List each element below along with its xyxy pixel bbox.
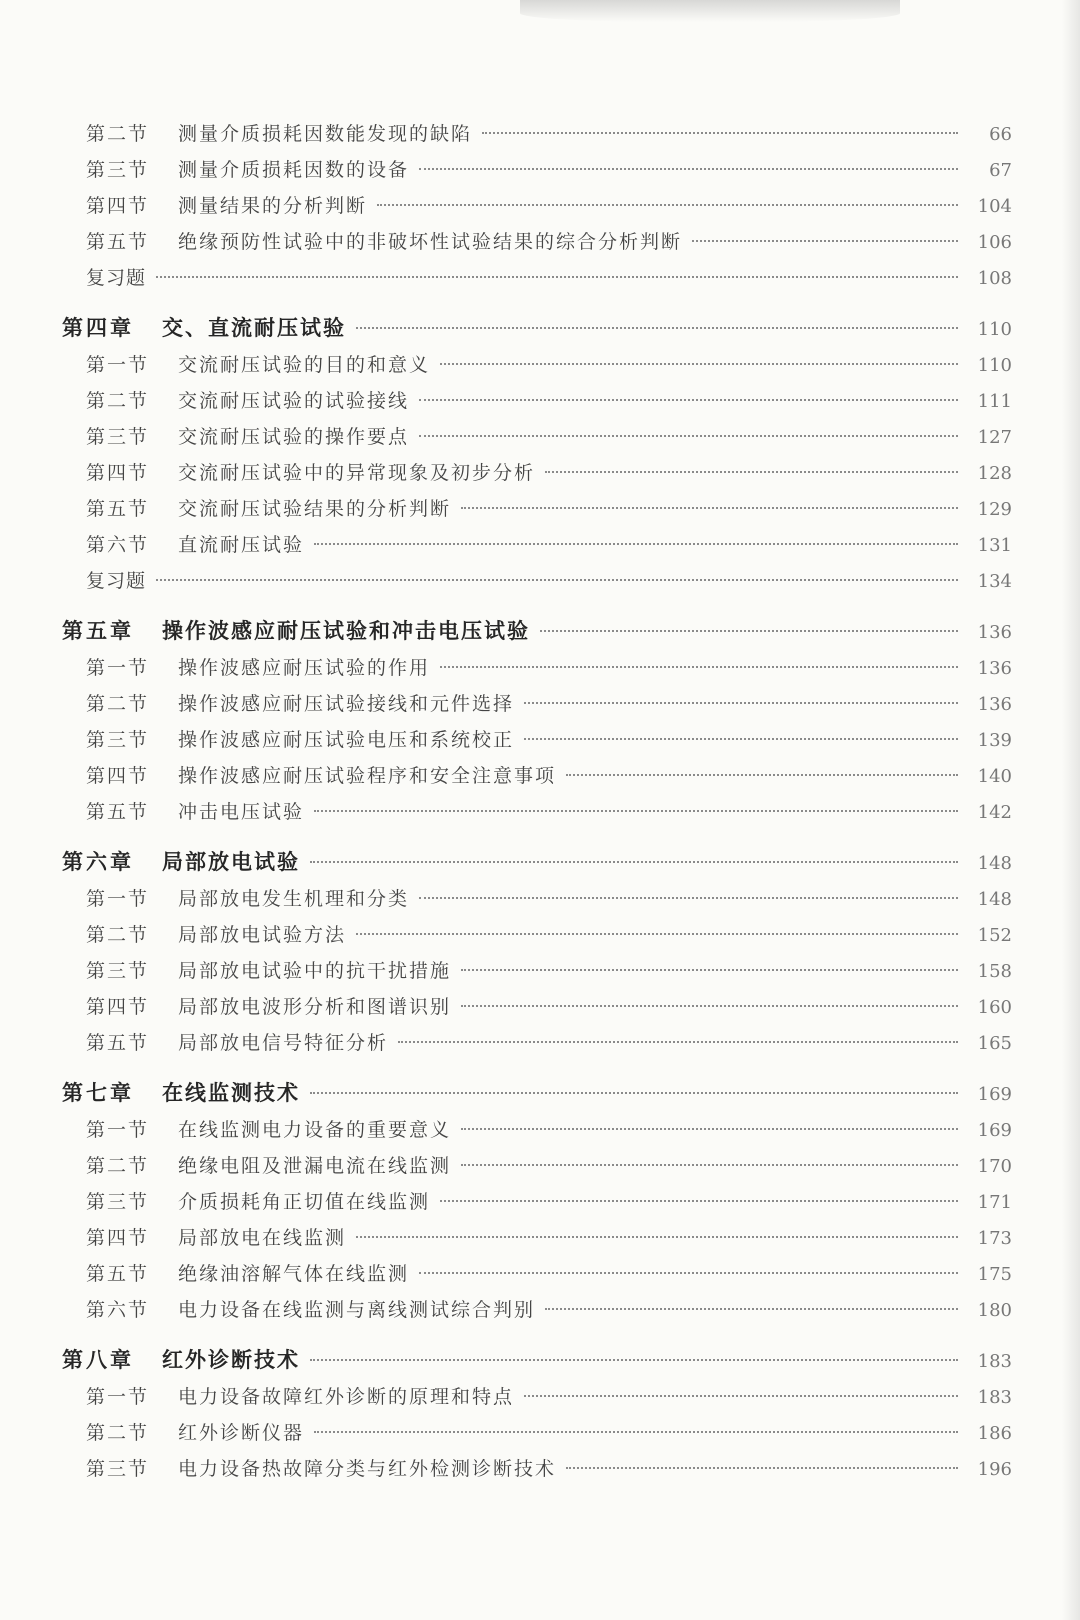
section-title: 测量结果的分析判断 [178, 195, 368, 217]
table-of-contents [62, 116, 1012, 1487]
section-number: 第五节 [86, 231, 150, 253]
page-edge-shadow [1062, 0, 1080, 1620]
dot-leader [314, 810, 958, 812]
page-number: 110 [977, 355, 1012, 376]
section-title: 电力设备故障红外诊断的原理和特点 [178, 1386, 515, 1408]
dot-leader [419, 435, 958, 437]
toc-section-entry[interactable] [62, 224, 1012, 260]
dot-leader [156, 276, 958, 278]
dot-leader [314, 1431, 958, 1433]
dot-leader [419, 1272, 958, 1274]
section-title: 局部放电在线监测 [178, 1227, 347, 1249]
toc-chapter-entry[interactable] [62, 1074, 1012, 1112]
chapter-title: 局部放电试验 [162, 850, 300, 874]
section-number: 第六节 [86, 534, 150, 556]
section-title: 操作波感应耐压试验电压和系统校正 [178, 729, 515, 751]
dot-leader [356, 933, 958, 935]
section-number: 第一节 [86, 1119, 150, 1141]
toc-section-entry[interactable] [62, 455, 1012, 491]
page-number: 180 [977, 1300, 1012, 1321]
section-number: 第三节 [86, 1458, 150, 1480]
toc-section-entry[interactable] [62, 188, 1012, 224]
section-number: 第一节 [86, 354, 150, 376]
page-number: 129 [977, 499, 1012, 520]
page-number: 67 [989, 160, 1012, 181]
toc-chapter-entry[interactable] [62, 309, 1012, 347]
page-number: 152 [977, 925, 1012, 946]
section-title: 局部放电波形分析和图谱识别 [178, 996, 452, 1018]
page-number: 171 [977, 1192, 1012, 1213]
page-number: 111 [977, 391, 1012, 412]
dot-leader [692, 240, 958, 242]
dot-leader [566, 1467, 958, 1469]
section-title: 绝缘预防性试验中的非破坏性试验结果的综合分析判断 [178, 231, 683, 253]
toc-section-entry[interactable] [62, 686, 1012, 722]
section-title: 交流耐压试验的目的和意义 [178, 354, 431, 376]
toc-section-entry[interactable] [62, 917, 1012, 953]
page-number: 136 [977, 694, 1012, 715]
section-number: 第六节 [86, 1299, 150, 1321]
toc-section-entry[interactable] [62, 419, 1012, 455]
section-title: 介质损耗角正切值在线监测 [178, 1191, 431, 1213]
dot-leader [419, 399, 958, 401]
dot-leader [310, 861, 958, 863]
toc-section-entry[interactable] [62, 491, 1012, 527]
page-number: 183 [977, 1387, 1012, 1408]
toc-section-entry[interactable] [62, 527, 1012, 563]
page-number: 142 [977, 802, 1012, 823]
toc-chapter-entry[interactable] [62, 1341, 1012, 1379]
page-number: 139 [977, 730, 1012, 751]
toc-section-entry[interactable] [62, 1292, 1012, 1328]
section-number: 第五节 [86, 498, 150, 520]
page-number: 173 [977, 1228, 1012, 1249]
section-number: 第四节 [86, 462, 150, 484]
section-number: 第五节 [86, 801, 150, 823]
page-number: 169 [977, 1120, 1012, 1141]
dot-leader [461, 1164, 958, 1166]
dot-leader [398, 1041, 958, 1043]
toc-section-entry[interactable] [62, 953, 1012, 989]
toc-section-entry[interactable] [62, 722, 1012, 758]
page-number: 110 [977, 319, 1012, 340]
chapter-title: 红外诊断技术 [162, 1348, 300, 1372]
dot-leader [356, 327, 958, 329]
toc-section-entry[interactable] [62, 347, 1012, 383]
scan-shadow [520, 0, 900, 22]
chapter-number: 第八章 [62, 1348, 134, 1372]
dot-leader [461, 969, 958, 971]
section-title: 局部放电试验方法 [178, 924, 347, 946]
page-number: 134 [977, 571, 1012, 592]
dot-leader [482, 132, 958, 134]
page-number: 66 [989, 124, 1012, 145]
dot-leader [156, 579, 958, 581]
dot-leader [356, 1236, 958, 1238]
toc-section-entry[interactable] [62, 881, 1012, 917]
section-title: 交流耐压试验中的异常现象及初步分析 [178, 462, 536, 484]
page-number: 104 [977, 196, 1012, 217]
chapter-title: 在线监测技术 [162, 1081, 300, 1105]
toc-chapter-entry[interactable] [62, 843, 1012, 881]
chapter-title: 操作波感应耐压试验和冲击电压试验 [162, 619, 530, 643]
chapter-title: 交、直流耐压试验 [162, 316, 346, 340]
section-number: 第四节 [86, 765, 150, 787]
section-title: 测量介质损耗因数能发现的缺陷 [178, 123, 473, 145]
section-title: 交流耐压试验结果的分析判断 [178, 498, 452, 520]
toc-section-entry[interactable] [62, 116, 1012, 152]
section-title: 复习题 [86, 267, 147, 289]
dot-leader [440, 1200, 958, 1202]
section-title: 电力设备热故障分类与红外检测诊断技术 [178, 1458, 557, 1480]
section-number: 第一节 [86, 1386, 150, 1408]
page-number: 127 [977, 427, 1012, 448]
section-title: 绝缘油溶解气体在线监测 [178, 1263, 410, 1285]
dot-leader [461, 507, 958, 509]
section-title: 电力设备在线监测与离线测试综合判别 [178, 1299, 536, 1321]
page-number: 148 [977, 853, 1012, 874]
dot-leader [524, 702, 958, 704]
toc-section-entry[interactable] [62, 1220, 1012, 1256]
dot-leader [377, 204, 958, 206]
page-number: 136 [977, 622, 1012, 643]
section-number: 第四节 [86, 1227, 150, 1249]
section-title: 绝缘电阻及泄漏电流在线监测 [178, 1155, 452, 1177]
dot-leader [461, 1005, 958, 1007]
section-number: 第三节 [86, 426, 150, 448]
dot-leader [314, 543, 958, 545]
page-number: 158 [977, 961, 1012, 982]
page-number: 108 [977, 268, 1012, 289]
dot-leader [310, 1092, 958, 1094]
section-number: 第三节 [86, 729, 150, 751]
dot-leader [440, 666, 958, 668]
page-number: 196 [977, 1459, 1012, 1480]
page-number: 186 [977, 1423, 1012, 1444]
toc-section-entry[interactable] [62, 1184, 1012, 1220]
chapter-number: 第七章 [62, 1081, 134, 1105]
section-title: 操作波感应耐压试验程序和安全注意事项 [178, 765, 557, 787]
section-number: 第三节 [86, 1191, 150, 1213]
page-number: 165 [977, 1033, 1012, 1054]
section-title: 交流耐压试验的试验接线 [178, 390, 410, 412]
section-number: 第二节 [86, 924, 150, 946]
page-number: 140 [977, 766, 1012, 787]
dot-leader [461, 1128, 958, 1130]
section-title: 复习题 [86, 570, 147, 592]
chapter-number: 第六章 [62, 850, 134, 874]
dot-leader [545, 471, 958, 473]
dot-leader [440, 363, 958, 365]
toc-section-entry[interactable] [62, 1379, 1012, 1415]
section-title: 交流耐压试验的操作要点 [178, 426, 410, 448]
section-title: 在线监测电力设备的重要意义 [178, 1119, 452, 1141]
dot-leader [524, 1395, 958, 1397]
section-number: 第二节 [86, 1155, 150, 1177]
toc-section-entry[interactable] [62, 383, 1012, 419]
page-number: 128 [977, 463, 1012, 484]
section-title: 红外诊断仪器 [178, 1422, 305, 1444]
section-number: 第一节 [86, 657, 150, 679]
section-number: 第三节 [86, 960, 150, 982]
page-number: 106 [977, 232, 1012, 253]
page-number: 170 [977, 1156, 1012, 1177]
section-number: 第三节 [86, 159, 150, 181]
toc-section-entry[interactable] [62, 1451, 1012, 1487]
toc-section-entry[interactable] [62, 1112, 1012, 1148]
section-number: 第二节 [86, 123, 150, 145]
chapter-number: 第五章 [62, 619, 134, 643]
toc-section-entry[interactable] [62, 1148, 1012, 1184]
section-title: 局部放电试验中的抗干扰措施 [178, 960, 452, 982]
chapter-number: 第四章 [62, 316, 134, 340]
page-number: 131 [977, 535, 1012, 556]
page-number: 160 [977, 997, 1012, 1018]
page-number: 148 [977, 889, 1012, 910]
page-number: 169 [977, 1084, 1012, 1105]
dot-leader [419, 168, 958, 170]
toc-section-entry[interactable] [62, 152, 1012, 188]
section-title: 局部放电发生机理和分类 [178, 888, 410, 910]
page-number: 175 [977, 1264, 1012, 1285]
toc-section-entry[interactable] [62, 758, 1012, 794]
dot-leader [310, 1359, 958, 1361]
section-number: 第一节 [86, 888, 150, 910]
section-title: 冲击电压试验 [178, 801, 305, 823]
toc-review-entry[interactable] [62, 260, 1012, 296]
section-number: 第五节 [86, 1263, 150, 1285]
dot-leader [524, 738, 958, 740]
page-number: 136 [977, 658, 1012, 679]
page-number: 183 [977, 1351, 1012, 1372]
dot-leader [566, 774, 958, 776]
section-number: 第五节 [86, 1032, 150, 1054]
toc-section-entry[interactable] [62, 1415, 1012, 1451]
toc-review-entry[interactable] [62, 563, 1012, 599]
section-title: 直流耐压试验 [178, 534, 305, 556]
section-title: 操作波感应耐压试验接线和元件选择 [178, 693, 515, 715]
section-title: 局部放电信号特征分析 [178, 1032, 389, 1054]
toc-section-entry[interactable] [62, 1256, 1012, 1292]
dot-leader [419, 897, 958, 899]
section-number: 第二节 [86, 390, 150, 412]
section-title: 测量介质损耗因数的设备 [178, 159, 410, 181]
section-number: 第四节 [86, 996, 150, 1018]
toc-section-entry[interactable] [62, 1025, 1012, 1061]
dot-leader [545, 1308, 958, 1310]
toc-section-entry[interactable] [62, 794, 1012, 830]
section-title: 操作波感应耐压试验的作用 [178, 657, 431, 679]
toc-section-entry[interactable] [62, 650, 1012, 686]
dot-leader [540, 630, 958, 632]
section-number: 第二节 [86, 693, 150, 715]
toc-chapter-entry[interactable] [62, 612, 1012, 650]
section-number: 第二节 [86, 1422, 150, 1444]
section-number: 第四节 [86, 195, 150, 217]
toc-section-entry[interactable] [62, 989, 1012, 1025]
